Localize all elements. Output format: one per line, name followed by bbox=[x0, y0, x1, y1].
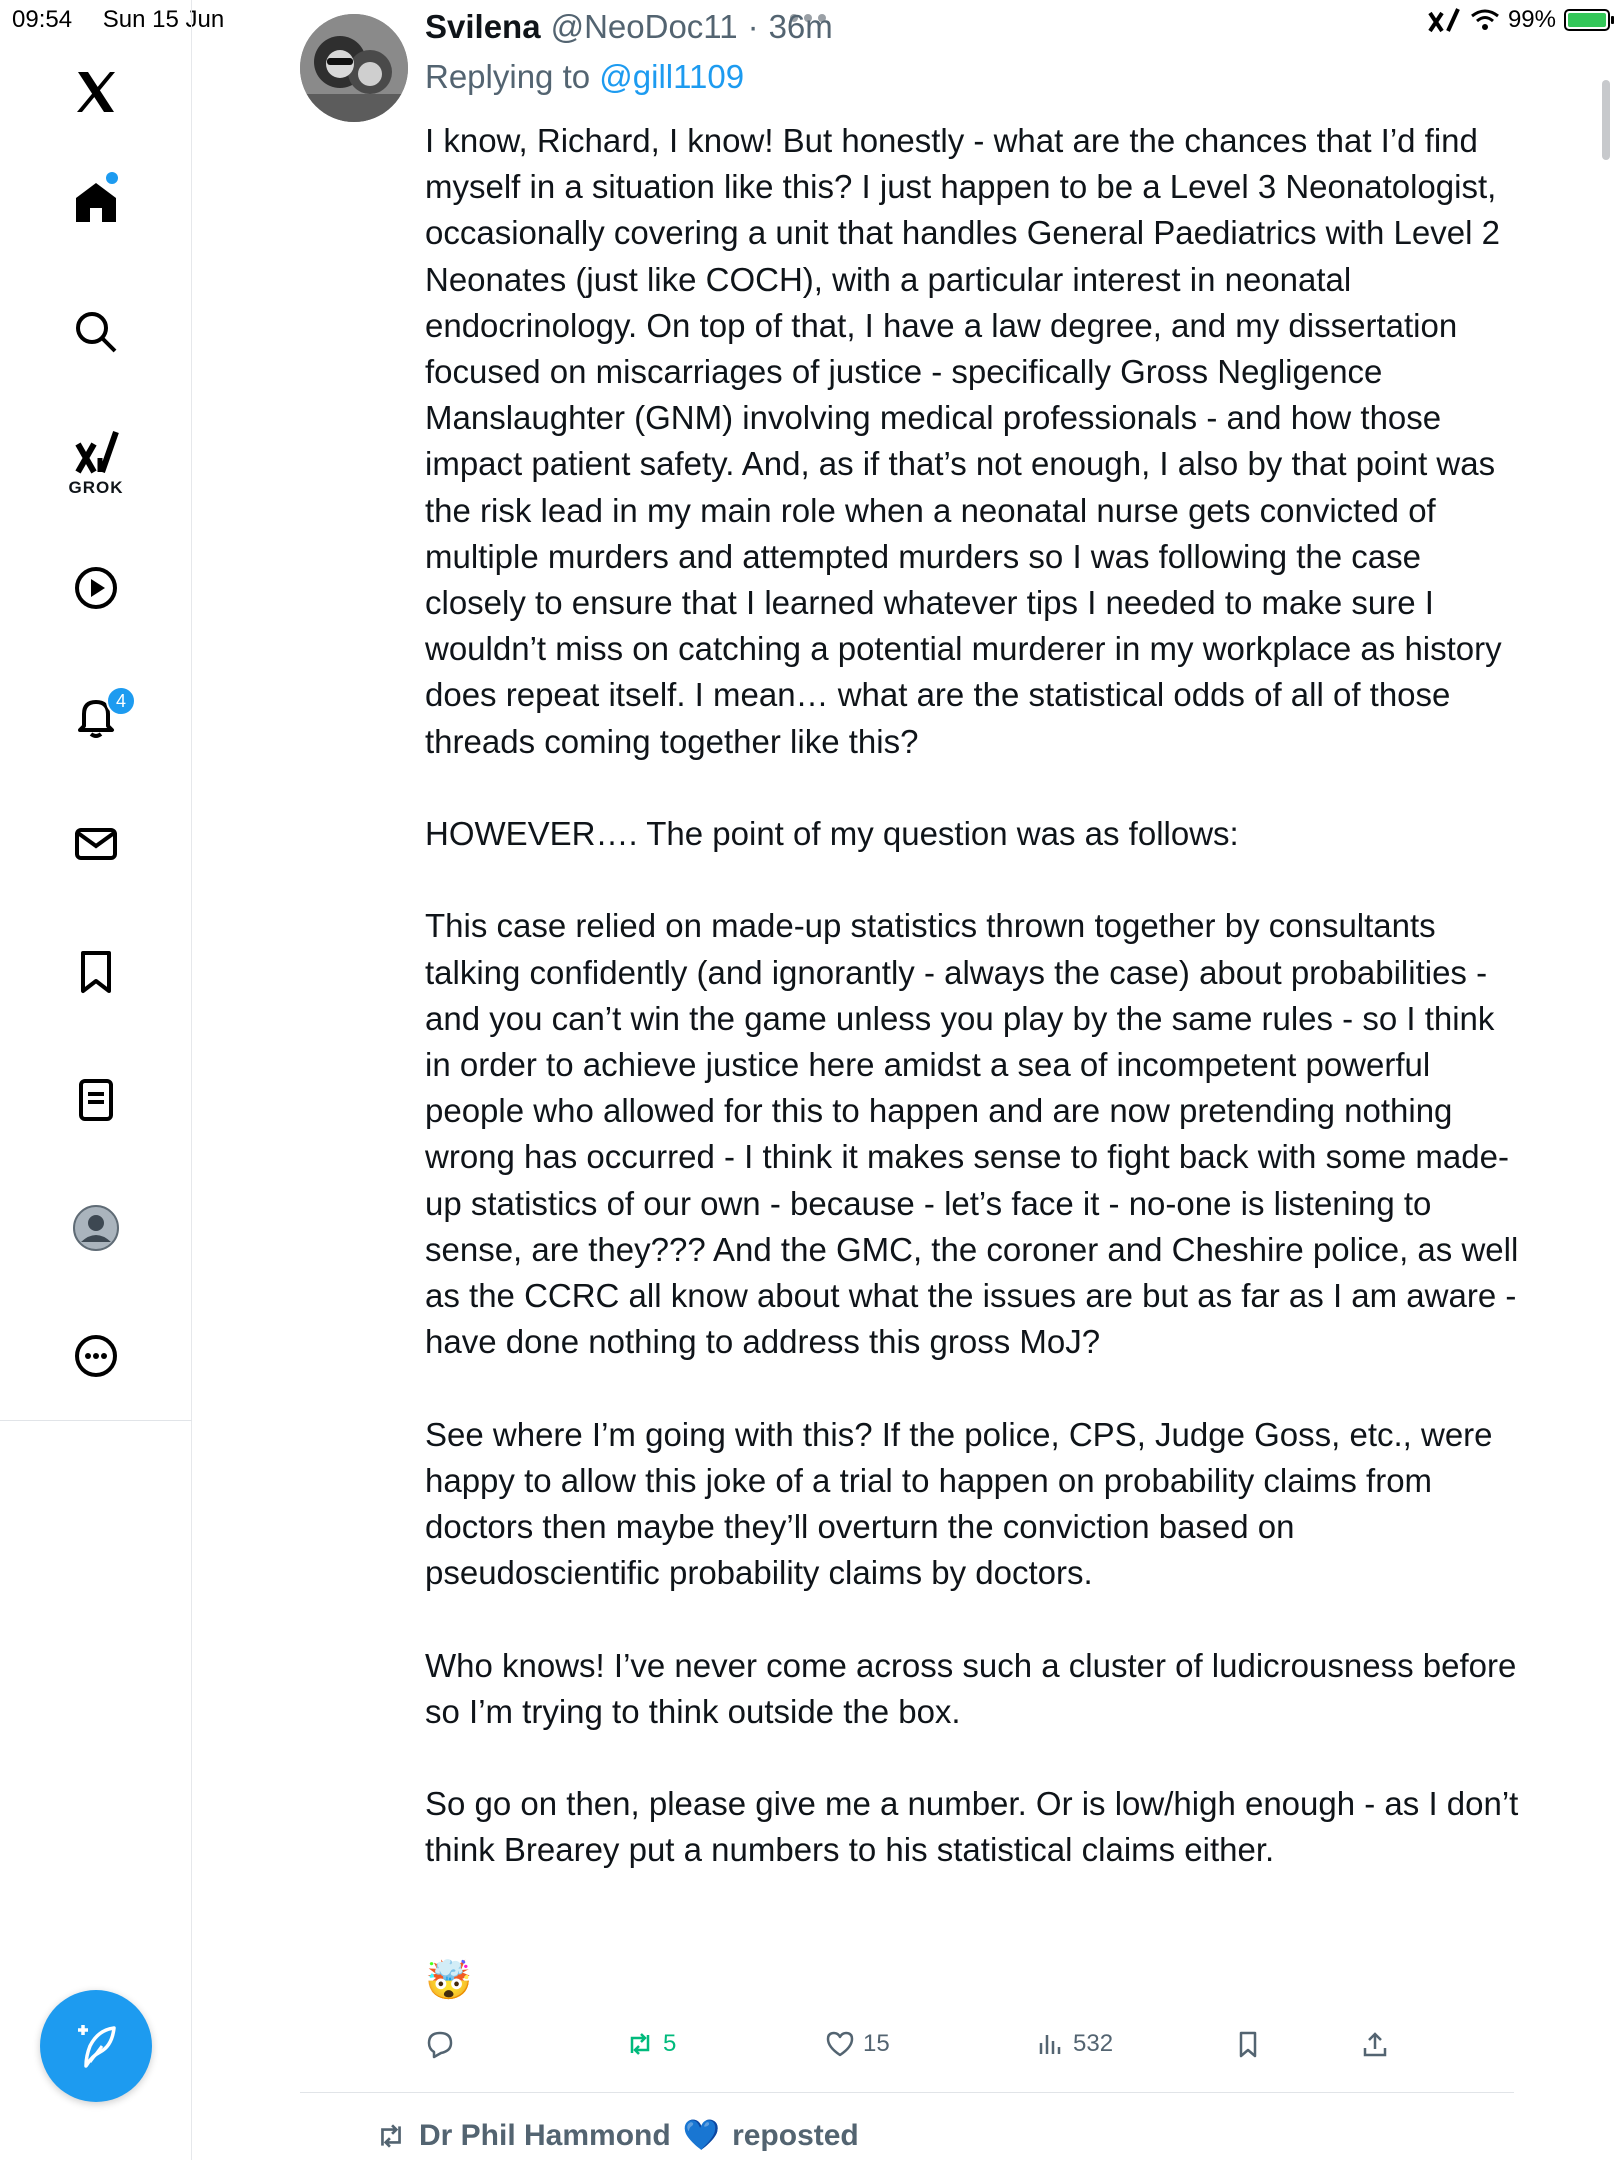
status-time: 09:54 bbox=[12, 6, 73, 33]
tweet-age[interactable]: 36m bbox=[768, 8, 833, 45]
bookmark-icon bbox=[1233, 2029, 1263, 2059]
grok-status-icon bbox=[1428, 7, 1462, 33]
header-separator: · bbox=[747, 8, 759, 45]
reposter-emoji: 💙 bbox=[682, 2119, 721, 2152]
display-name[interactable]: Svilena bbox=[425, 8, 541, 45]
wifi-icon bbox=[1470, 8, 1500, 32]
timeline-divider bbox=[300, 2092, 1514, 2093]
repost-icon bbox=[625, 2029, 655, 2059]
reply-icon bbox=[425, 2029, 455, 2059]
tweet-paragraph: Who knows! I’ve never come across such a cluster of ludicrousness before so I’m trying to think outside the box. bbox=[425, 1646, 1517, 1730]
lists-icon[interactable] bbox=[56, 1060, 136, 1140]
battery-icon bbox=[1564, 9, 1610, 31]
views-button[interactable] bbox=[1035, 2020, 1113, 2068]
search-icon[interactable] bbox=[56, 292, 136, 372]
compose-icon bbox=[68, 2018, 124, 2074]
avatar[interactable] bbox=[300, 14, 408, 122]
tweet-paragraph: HOWEVER…. The point of my question was as follows: bbox=[425, 815, 1239, 853]
sidebar bbox=[0, 0, 192, 2160]
user-handle[interactable]: @NeoDoc11 bbox=[550, 8, 738, 45]
video-icon[interactable] bbox=[56, 548, 136, 628]
reply-button[interactable] bbox=[425, 2020, 463, 2068]
tweet-text bbox=[425, 118, 1525, 1920]
repost-attribution[interactable] bbox=[375, 2118, 859, 2153]
tweet-paragraph: So go on then, please give me a number. Or is low/high enough - as I don’t think Brearey put a numbers to his statistical claims either. bbox=[425, 1785, 1519, 1869]
tweet-paragraph: This case relied on made-up statistics thrown together by consultants talking confidently (and ignorantly - always the case) about probabilities - and you can’t win the game unless you play by the same rules - so I think in order to achieve justice here amidst a sea of incompetent powerful people who allowed for this to happen and are now pretending nothing wrong has occurred - I think it makes sense to fight back with some made-up statistics of our own - because - let’s face it - no-one is listening to sense, are they??? And the GMC, the coroner and Cheshire police, as well as the CCRC all know about what the issues are but as far as I am aware - have done nothing to address this gross MoJ? bbox=[425, 907, 1519, 1361]
profile-icon[interactable] bbox=[56, 1188, 136, 1268]
home-icon[interactable] bbox=[56, 162, 136, 242]
messages-icon[interactable] bbox=[56, 804, 136, 884]
replying-to-link[interactable]: @gill1109 bbox=[599, 58, 745, 95]
tweet-paragraph: See where I’m going with this? If the police, CPS, Judge Goss, etc., were happy to allow this joke of a trial to happen on probability claims from doctors then maybe they’ll overturn the conviction based on pseudoscientific probability claims by doctors. bbox=[425, 1415, 1493, 1592]
x-logo[interactable] bbox=[56, 52, 136, 132]
replying-prefix: Replying to bbox=[425, 58, 591, 95]
more-icon[interactable] bbox=[56, 1316, 136, 1396]
replying-to bbox=[425, 58, 744, 96]
share-icon bbox=[1360, 2029, 1390, 2059]
status-bar-right bbox=[1428, 6, 1610, 34]
bookmarks-icon[interactable] bbox=[56, 932, 136, 1012]
repost-button[interactable] bbox=[625, 2020, 676, 2068]
tweet-emoji: 🤯 bbox=[425, 1960, 473, 2002]
grok-label: GROK bbox=[68, 478, 124, 497]
bookmark-button[interactable] bbox=[1233, 2020, 1263, 2068]
like-button[interactable] bbox=[825, 2020, 890, 2068]
view-count: 532 bbox=[1073, 2030, 1114, 2057]
compose-button[interactable] bbox=[40, 1990, 152, 2102]
share-button[interactable] bbox=[1360, 2020, 1390, 2068]
heart-icon bbox=[825, 2029, 855, 2059]
tweet-header bbox=[425, 8, 833, 46]
tweet-paragraph: I know, Richard, I know! But honestly - what are the chances that I’d find myself in a situation like this? I just happen to be a Level 3 Neonatologist, occasionally covering a unit that handles General Paediatrics with Level 2 Neonates (just like COCH), with a particular interest in neonatal endocrinology. On top of that, I have a law degree, and my dissertation focused on miscarriages of justice - specifically Gross Negligence Manslaughter (GNM) involving medical professionals - and how those impact patient safety. And, as if that’s not enough, I also by that point was the risk lead in my main role when a neonatal nurse gets convicted of multiple murders and attempted murders so I was following the case closely to ensure that I learned whatever tips I needed to make sure I wouldn’t miss on catching a potential murderer in my workplace as history does repeat itself. I mean… what are the statistical odds of all of those threads coming together like this? bbox=[425, 122, 1502, 760]
home-unread-dot bbox=[106, 172, 118, 184]
status-date: Sun 15 Jun bbox=[102, 6, 225, 33]
sidebar-divider bbox=[0, 1420, 192, 1421]
reposter-name[interactable]: Dr Phil Hammond bbox=[419, 2118, 671, 2152]
repost-icon bbox=[375, 2120, 407, 2152]
views-icon bbox=[1035, 2029, 1065, 2059]
notifications-badge: 4 bbox=[106, 686, 136, 716]
scrollbar[interactable] bbox=[1602, 80, 1610, 160]
repost-count: 5 bbox=[663, 2030, 677, 2057]
battery-percent: 99% bbox=[1507, 6, 1556, 33]
repost-suffix: reposted bbox=[732, 2118, 859, 2152]
like-count: 15 bbox=[863, 2030, 890, 2057]
tweet-actions bbox=[425, 2020, 1425, 2068]
